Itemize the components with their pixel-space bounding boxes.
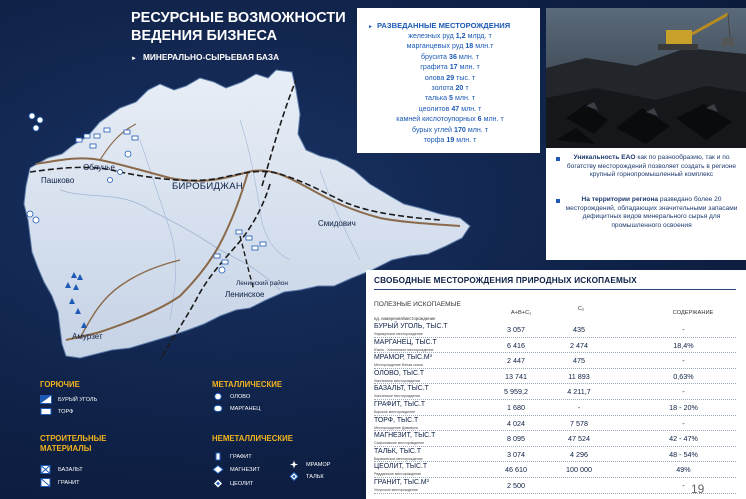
deposit-value: 18 [465, 42, 474, 51]
deposit-value: 1,2 [455, 32, 466, 40]
page-title: РЕСУРСНЫЕ ВОЗМОЖНОСТИ ВЕДЕНИЯ БИЗНЕСА [131, 10, 346, 44]
cell-content: - [682, 325, 685, 334]
cell-name: ЦЕОЛИТ, ТЫС.Т [374, 463, 428, 471]
cell-sub: Хинганское месторождение [374, 378, 421, 383]
cell-name: МРАМОР, ТЫС.М³ [374, 354, 432, 362]
legend-heading-nonmetal: НЕМЕТАЛЛИЧЕСКИЕ [212, 434, 293, 443]
deposit-unit: млн. т [454, 94, 476, 103]
deposit-name: железных руд [408, 32, 454, 40]
cell-name: БУРЫЙ УГОЛЬ, ТЫС.Т [374, 323, 448, 330]
deposit-unit: млн. т [467, 125, 488, 134]
legend-coal [40, 395, 97, 404]
legend-heading-metal: МЕТАЛЛИЧЕСКИЕ [212, 380, 283, 389]
cell-name: ГРАФИТ, ТЫС.Т [374, 400, 426, 408]
cell-content: 18,4% [673, 340, 694, 350]
deposit-unit: млн. т [483, 115, 504, 124]
deposit-name: талька [424, 94, 448, 103]
deposits-list [365, 32, 535, 146]
col-resources: ПОЛЕЗНЫЕ ИСКОПАЕМЫЕ [374, 301, 461, 308]
cell-c2: 47 524 [568, 434, 590, 444]
legend-talc-label: ТАЛЬК [306, 473, 324, 480]
legend-zeolite [212, 479, 253, 488]
deposit-item [365, 53, 535, 63]
cell-name: ОЛОВО, ТЫС.Т [374, 369, 425, 377]
subtitle-text: МИНЕРАЛЬНО-СЫРЬЕВАЯ БАЗА [142, 52, 280, 62]
legend-zeolite-label: ЦЕОЛИТ [230, 480, 254, 487]
deposit-item [365, 94, 535, 104]
info-p1-bold: Уникальность ЕАО [573, 154, 636, 161]
deposit-value: 47 [451, 104, 460, 113]
deposit-value: 5 [449, 94, 453, 103]
deposit-name: цеолитов [418, 104, 450, 113]
info-panel [546, 148, 746, 260]
table-row [374, 416, 736, 432]
deposit-item [365, 126, 535, 136]
deposit-item [365, 105, 535, 115]
cell-sub: Сафоновское месторождение [374, 441, 425, 446]
page-number: 19 [691, 482, 705, 496]
legend-coal-label: БУРЫЙ УГОЛЬ [58, 396, 98, 403]
cell-c2: 4 211,7 [567, 387, 591, 397]
deposit-item [365, 74, 535, 84]
legend-granite [40, 478, 80, 487]
legend-heading-construction: СТРОИТЕЛЬНЫЕ МАТЕРИАЛЫ [40, 434, 107, 453]
cell-sub: Унгунское месторождение [374, 487, 418, 492]
table-row [374, 369, 736, 385]
city-obluchye: Облучье [83, 163, 115, 172]
deposit-item [365, 115, 535, 125]
magnesite-icon [212, 465, 224, 474]
deposit-name: марганцевых руд [406, 42, 464, 51]
table-row [374, 400, 736, 416]
cell-sub: Хинганское месторождение [374, 394, 421, 399]
cell-content: - [682, 387, 685, 397]
deposit-item [365, 32, 535, 42]
deposit-unit: млн. т [459, 63, 480, 72]
deposit-name: золота [431, 83, 454, 92]
city-smidovich: Смидович [318, 219, 356, 228]
cell-sub: Бирское месторождение [374, 409, 416, 414]
deposit-name: олова [424, 73, 445, 82]
cell-abc: 8 095 [507, 434, 525, 444]
cell-name: ТАЛЬК, ТЫС.Т [374, 447, 422, 455]
cell-abc: 5 959,2 [504, 387, 528, 397]
table-row [374, 478, 736, 494]
coal-icon [40, 395, 52, 404]
deposit-item [365, 63, 535, 73]
cell-abc: 2 500 [507, 480, 525, 490]
deposit-item [365, 136, 535, 146]
deposit-item [365, 84, 535, 94]
cell-abc: 3 057 [507, 325, 525, 334]
legend-peat [40, 407, 73, 416]
col-c2: C₂ [577, 306, 585, 312]
legend-tin-label: ОЛОВО [230, 393, 251, 400]
table-row [374, 447, 736, 463]
square-bullet-icon [556, 199, 560, 203]
cell-c2: - [577, 402, 581, 412]
legend-granite-label: ГРАНИТ [58, 479, 80, 486]
cell-sub: Хаумкунское месторождение [374, 332, 423, 336]
cell-abc: 46 610 [505, 465, 527, 475]
info-paragraph-territory [556, 196, 741, 230]
deposit-value: 17 [449, 63, 458, 72]
table-rows [374, 322, 736, 494]
table-row [374, 431, 736, 447]
table-row [374, 353, 736, 369]
talc-icon [288, 472, 300, 481]
legend-graphite-label: ГРАФИТ [230, 453, 252, 460]
cell-name: МАГНЕЗИТ, ТЫС.Т [374, 432, 436, 440]
deposit-unit: млн. т [456, 135, 477, 144]
square-bullet-icon [556, 157, 560, 161]
cell-abc: 6 416 [507, 340, 525, 350]
zeolite-icon [212, 479, 224, 488]
legend-basalt [40, 465, 83, 474]
deposits-heading-text: РАЗВЕДАННЫЕ МЕСТОРОЖДЕНИЯ [376, 21, 511, 30]
legend-marble [288, 460, 331, 469]
deposit-value: 20 [455, 83, 464, 92]
manganese-icon [212, 404, 224, 413]
cell-name: БАЗАЛЬТ, ТЫС.Т [374, 385, 429, 393]
table-row [374, 338, 736, 354]
deposit-value: 19 [446, 135, 455, 144]
deposit-name: бурых углей [412, 125, 453, 134]
cell-sub: Южно - Хинганское месторождение [374, 347, 434, 352]
col-content: СОДЕРЖАНИЕ [672, 310, 714, 316]
legend-talc [288, 472, 324, 481]
cell-name: ГРАНИТ, ТЫС.М³ [374, 478, 429, 486]
cell-c2: 11 893 [568, 371, 590, 381]
city-pashkovo: Пашково [41, 176, 75, 185]
legend-peat-label: ТОРФ [58, 408, 74, 415]
deposit-unit: т [465, 83, 469, 92]
deposit-unit: млрд. т [467, 32, 492, 40]
table-row [374, 322, 736, 338]
deposit-unit: млн. т [458, 52, 479, 61]
city-leninskoe: Ленинское [225, 290, 265, 299]
cell-content: - [682, 418, 685, 428]
legend-graphite [212, 452, 252, 461]
deposit-name: торфа [423, 135, 445, 144]
deposit-value: 29 [446, 73, 455, 82]
cell-c2: 7 578 [570, 418, 588, 428]
cell-sub: Месторождение Дивмерга [374, 425, 418, 430]
legend-tin [212, 392, 250, 401]
legend-basalt-label: БАЗАЛЬТ [58, 466, 83, 473]
deposit-name: камней кислотоупорных [396, 115, 476, 124]
cell-content: - [682, 356, 685, 366]
free-deposits-table [366, 270, 746, 499]
bullet-icon: ► [368, 24, 373, 30]
cell-sub: Месторождение Белая скала [374, 363, 423, 368]
legend-marble-label: МРАМОР [306, 461, 331, 468]
legend-manganese [212, 404, 260, 413]
cell-content: 42 - 47% [669, 434, 698, 444]
info-p2-bold: На территории региона [581, 196, 659, 203]
table-row [374, 384, 736, 400]
info-paragraph-uniqueness [556, 154, 741, 180]
cell-content: - [682, 480, 685, 490]
legend-heading-fuel: ГОРЮЧИЕ [40, 380, 80, 389]
tin-icon [212, 392, 224, 401]
marble-icon [288, 460, 300, 469]
peat-icon [40, 407, 52, 416]
info-p1-text: как по разнообразию, так и по богатству месторождений позволяет создать в регионе крупный горнопромышленный комплекс [566, 154, 737, 179]
legend-manganese-label: МАРГАНЕЦ [230, 405, 261, 412]
cell-sub: Радданское месторождение [374, 472, 422, 477]
bullet-icon: ► [131, 56, 137, 62]
cell-abc: 1 680 [507, 402, 525, 412]
mining-photo [546, 8, 746, 148]
cell-content: 49% [676, 465, 691, 475]
info-p2-text: разведано более 20 месторождений, обладающих значительными запасами дефицитных видов минерального сырья для промышленного освоения [565, 196, 738, 229]
table-row [374, 462, 736, 478]
cell-c2: 475 [573, 356, 585, 366]
deposit-value: 170 [454, 125, 466, 134]
deposit-value: 36 [449, 52, 457, 61]
deposit-item [365, 42, 535, 52]
cell-sub: Биракинское месторождение [374, 456, 423, 461]
city-amurzet: Амурзет [72, 332, 103, 341]
city-leninskiy-rayon: Ленинский район [236, 280, 288, 287]
col-resources-sub: ед. измерения/месторождение [374, 316, 436, 321]
cell-c2: 2 474 [570, 340, 588, 350]
cell-abc: 4 024 [507, 418, 525, 428]
deposit-name: брусита [420, 52, 448, 61]
cell-abc: 2 447 [507, 356, 525, 366]
cell-abc: 13 741 [505, 371, 527, 381]
page-subtitle [131, 52, 279, 62]
deposit-unit: млн. т [461, 104, 482, 113]
deposits-heading [368, 21, 510, 30]
table-title: СВОБОДНЫЕ МЕСТОРОЖДЕНИЯ ПРИРОДНЫХ ИСКОПАЕМЫХ [374, 276, 736, 290]
cell-name: ТОРФ, ТЫС.Т [374, 416, 419, 424]
cell-content: 0,63% [673, 371, 694, 381]
cell-content: 18 - 20% [669, 402, 698, 412]
cell-name: МАРГАНЕЦ, ТЫС.Т [374, 338, 437, 346]
cell-c2: 100 000 [566, 465, 592, 475]
graphite-icon [212, 452, 224, 461]
deposits-panel [357, 8, 540, 153]
deposit-value: 6 [477, 115, 482, 124]
cell-content: 48 - 54% [669, 449, 698, 459]
granite-icon [40, 478, 52, 487]
basalt-icon [40, 465, 52, 474]
cell-c2: 435 [573, 325, 585, 334]
cell-c2: 4 296 [570, 449, 588, 459]
legend-magnesite [212, 465, 260, 474]
deposit-unit: млн.т [475, 42, 494, 51]
deposit-unit: тыс. т [456, 73, 476, 82]
deposit-name: графита [420, 63, 448, 72]
legend-magnesite-label: МАГНЕЗИТ [230, 466, 260, 473]
col-abc: А+В+С₁ [510, 310, 532, 316]
city-birobidzhan: БИРОБИДЖАН [172, 181, 244, 192]
cell-abc: 3 074 [507, 449, 525, 459]
